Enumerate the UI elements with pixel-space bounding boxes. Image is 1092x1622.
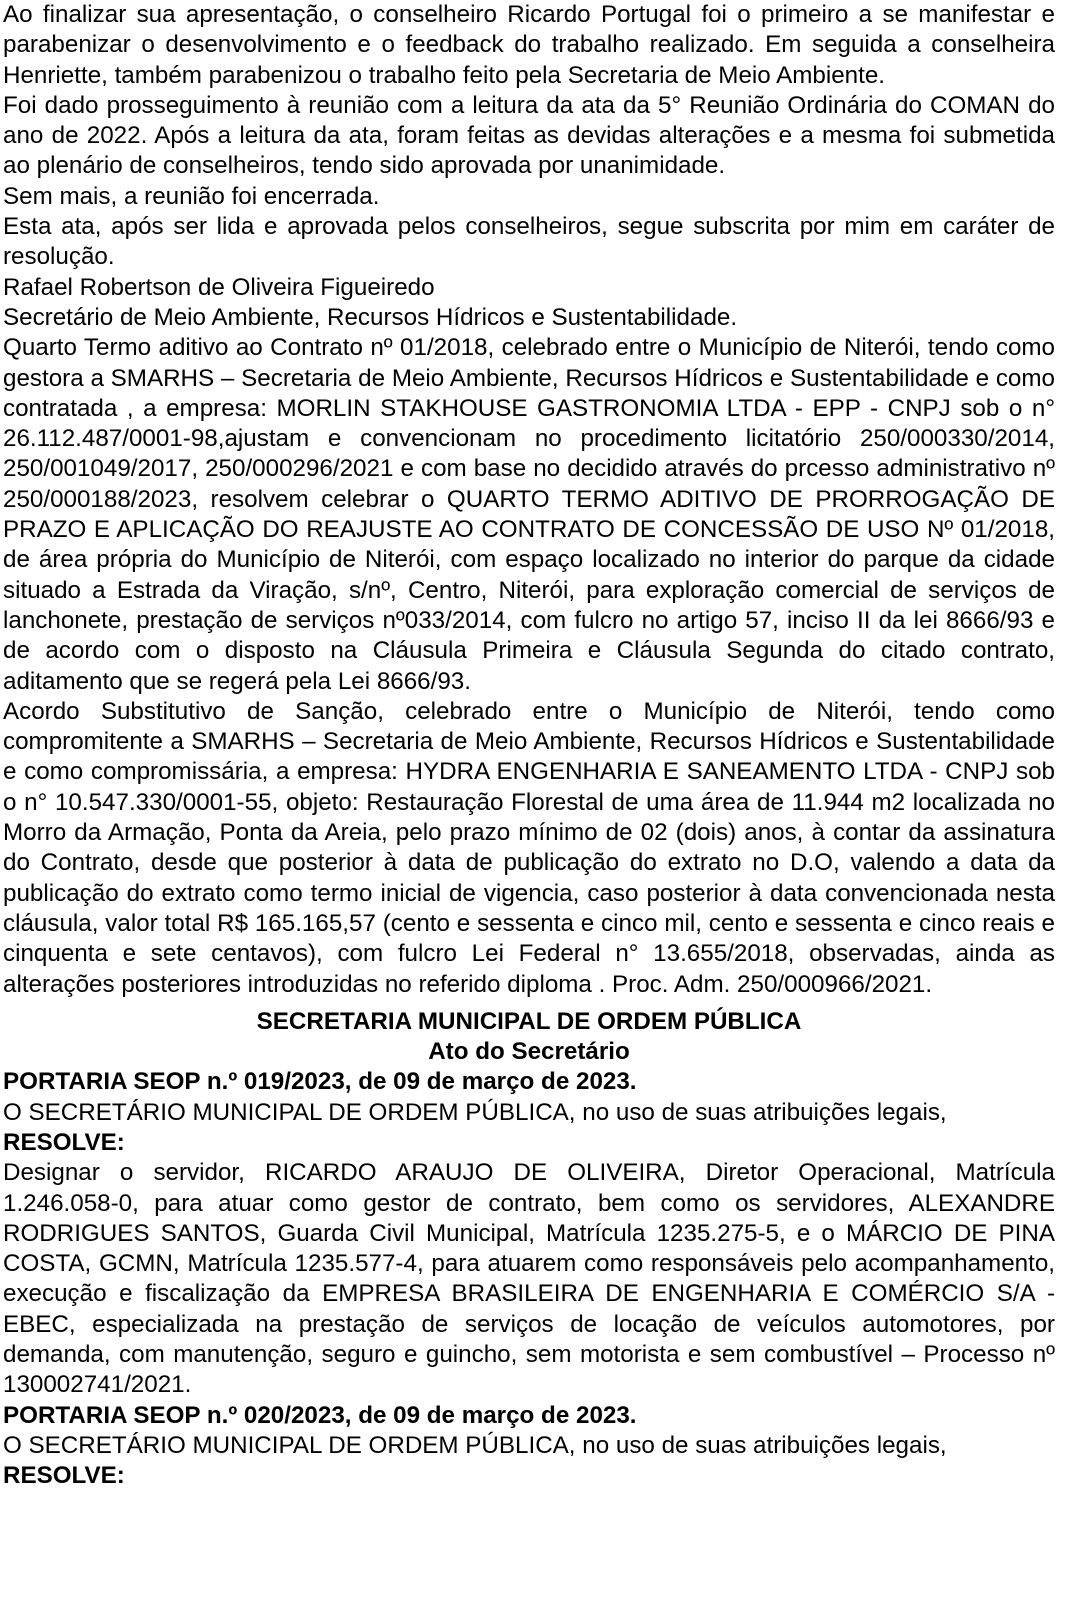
section-heading: SECRETARIA MUNICIPAL DE ORDEM PÚBLICA (256, 1007, 802, 1035)
portaria-019-body: Designar o servidor, RICARDO ARAUJO DE OLIVEIRA, Diretor Operacional, Matrícula 1.246.058-0, para atuar como gestor de contrato, bem como os servidores, ALEXANDRE RODRIGUES SANTOS, Guarda Civil Municipal, Matrícula 1235.275-5, e o MÁRCIO DE PINA COSTA, GCMN, Matrícula 1235.577-4, para atuarem como responsáveis pelo acompanhamento, execução e fiscalização da EMPRESA BRASILEIRA DE ENGENHARIA E COMÉRCIO S/A - EBEC, especializada na prestação de serviços de locação de veículos automotores, por demanda, com manutenção, seguro e guincho, sem motorista e sem combustível – Processo nº 130002741/2021. (3, 1159, 1055, 1399)
portaria-020-title: PORTARIA SEOP n.º 020/2023, de 09 de março de 2023. (3, 1401, 637, 1429)
portaria-020-intro: O SECRETÁRIO MUNICIPAL DE ORDEM PÚBLICA, no uso de suas atribuições legais, (3, 1431, 947, 1459)
paragraph-acordo-substitutivo: Acordo Substitutivo de Sanção, celebrado entre o Município de Niterói, tendo como compromitente a SMARHS – Secretaria de Meio Ambiente, Recursos Hídricos e Sustentabilidade e como compromissária, a empresa: HYDRA ENGENHARIA E SANEAMENTO LTDA - CNPJ sob o n° 10.547.330/0001-55, objeto: Restauração Florestal de uma área de 11.944 m2 localizada no Morro da Armação, Ponta da Areia, pelo prazo mínimo de 02 (dois) anos, à contar da assinatura do Contrato, desde que posterior à data de publicação do extrato no D.O, valendo a data da publicação do extrato como termo inicial de vigencia, caso posterior à data convencionada nesta cláusula, valor total R$ 165.165,57 (cento e sessenta e cinco mil, cento e sessenta e cinco reais e cinquenta e sete centavos), com fulcro Lei Federal n° 13.655/2018, observadas, ainda as alterações posteriores introduzidas no referido diploma . Proc. Adm. 250/000966/2021. (3, 697, 1055, 998)
paragraph-apresentacao: Ao finalizar sua apresentação, o conselheiro Ricardo Portugal foi o primeiro a se manifestar e parabenizar o desenvolvimento e o feedback do trabalho realizado. Em seguida a conselheira Henriette, também parabenizou o trabalho feito pela Secretaria de Meio Ambiente. (3, 1, 1055, 89)
signer-name: Rafael Robertson de Oliveira Figueiredo (3, 273, 435, 301)
portaria-019-title: PORTARIA SEOP n.º 019/2023, de 09 de março de 2023. (3, 1068, 637, 1096)
paragraph-quarto-termo-aditivo: Quarto Termo aditivo ao Contrato nº 01/2018, celebrado entre o Município de Niterói, tendo como gestora a SMARHS – Secretaria de Meio Ambiente, Recursos Hídricos e Sustentabilidade e como contratada , a empresa: MORLIN STAKHOUSE GASTRONOMIA LTDA - EPP - CNPJ sob o n° 26.112.487/0001-98,ajustam e convencionam no procedimento licitatório 250/000330/2014, 250/001049/2017, 250/000296/2021 e com base no decidido através do prcesso administrativo nº 250/000188/2023, resolvem celebrar o QUARTO TERMO ADITIVO DE PRORROGAÇÃO DE PRAZO E APLICAÇÃO DO REAJUSTE AO CONTRATO DE CONCESSÃO DE USO Nº 01/2018, de área própria do Município de Niterói, com espaço localizado no interior do parque da cidade situado a Estrada da Viração, s/nº, Centro, Niterói, para exploração comercial de serviços de lanchonete, prestação de serviços nº033/2014, com fulcro no artigo 57, inciso II da lei 8666/93 e de acordo com o disposto na Cláusula Primeira e Cláusula Segunda do citado contrato, aditamento que se regerá pela Lei 8666/93. (3, 334, 1055, 695)
document-page (3, 0, 1055, 1492)
portaria-020-resolve: RESOLVE: (3, 1462, 125, 1490)
paragraph-subscricao: Esta ata, após ser lida e aprovada pelos conselheiros, segue subscrita por mim em caráter de resolução. (3, 213, 1055, 271)
paragraph-leitura-ata: Foi dado prosseguimento à reunião com a leitura da ata da 5° Reunião Ordinária do COMAN do ano de 2022. Após a leitura da ata, foram feitas as devidas alterações e a mesma foi submetida ao plenário de conselheiros, tendo sido aprovada por unanimidade. (3, 91, 1055, 180)
portaria-019-intro: O SECRETÁRIO MUNICIPAL DE ORDEM PÚBLICA, no uso de suas atribuições legais, (3, 1098, 947, 1126)
signer-title: Secretário de Meio Ambiente, Recursos Hídricos e Sustentabilidade. (3, 303, 738, 331)
section-gap (3, 1000, 1055, 1007)
section-subheading: Ato do Secretário (428, 1038, 630, 1066)
paragraph-encerramento: Sem mais, a reunião foi encerrada. (3, 182, 380, 210)
portaria-019-resolve: RESOLVE: (3, 1128, 125, 1156)
